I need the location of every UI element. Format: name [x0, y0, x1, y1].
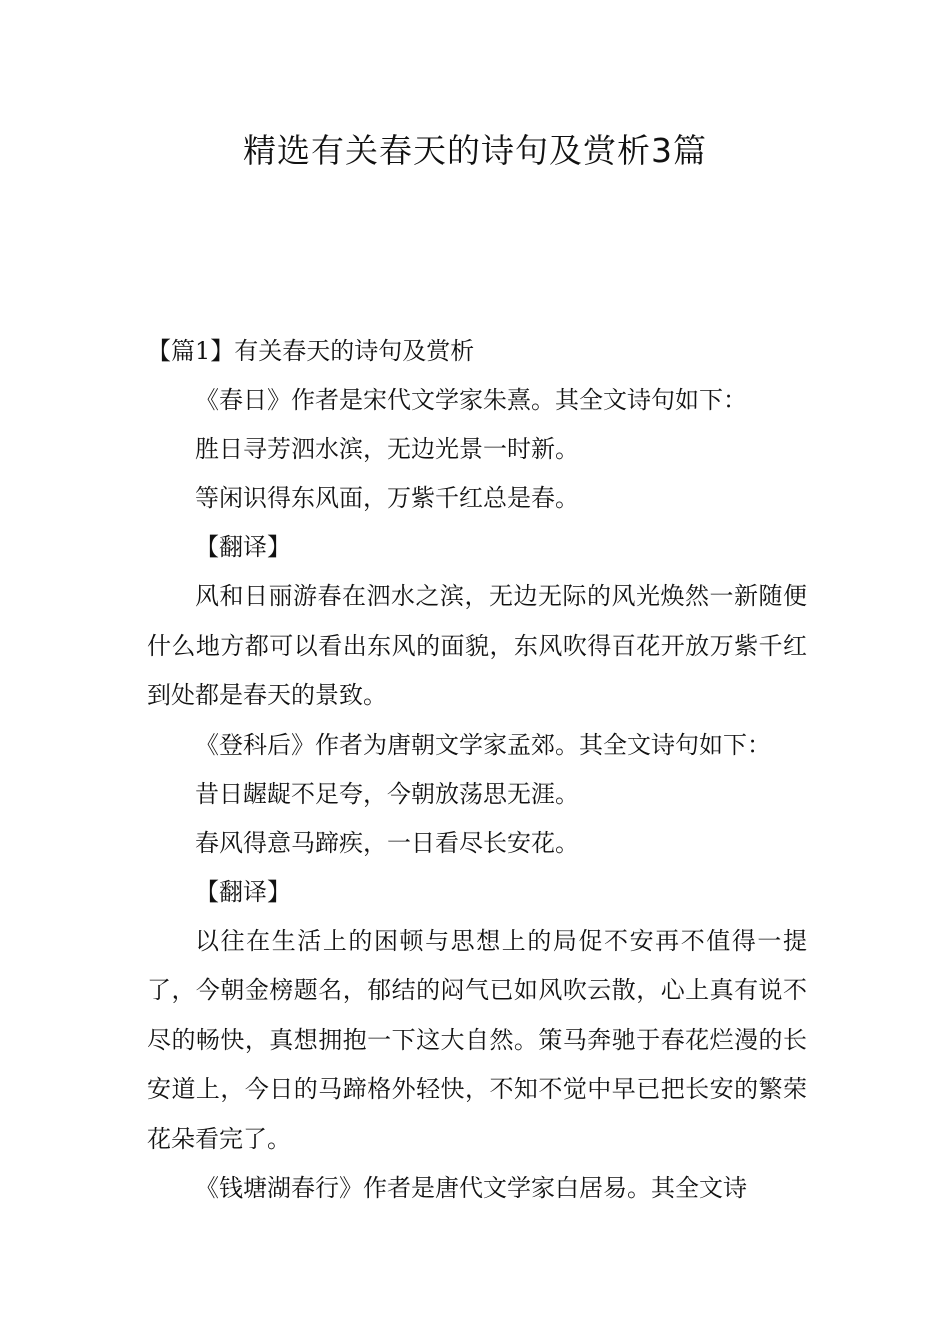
- poem-line: 等闲识得东风面，万紫千红总是春。: [195, 484, 579, 512]
- poem-intro: 《登科后》作者为唐朝文学家孟郊。其全文诗句如下：: [195, 730, 771, 759]
- translation-label: 【翻译】: [195, 533, 291, 561]
- translation-paragraph: 以往在生活上的困顿与思想上的局促不安再不值得一提了，今朝金榜题名，郁结的闷气已如风吹云散，心上真有说不尽的畅快，真想拥抱一下这大自然。策马奔驰于春花烂漫的长安道上，今日的马蹄格外轻快，不知不觉中早已把长安的繁荣花朵看完了。: [147, 926, 807, 1153]
- section-heading: 【篇1】有关春天的诗句及赏析: [147, 337, 475, 365]
- poem-line: 春风得意马蹄疾，一日看尽长安花。: [195, 828, 579, 857]
- translation-paragraph: 风和日丽游春在泗水之滨，无边无际的风光焕然一新随便什么地方都可以看出东风的面貌，东风吹得百花开放万紫千红到处都是春天的景致。: [147, 582, 807, 709]
- poem-line: 昔日龌龊不足夸，今朝放荡思无涯。: [195, 779, 579, 808]
- poem-intro: 《钱塘湖春行》作者是唐代文学家白居易。其全文诗: [195, 1174, 747, 1202]
- document-body: [147, 327, 807, 1213]
- poem-line: 胜日寻芳泗水滨，无边光景一时新。: [195, 435, 579, 463]
- poem-intro: 《春日》作者是宋代文学家朱熹。其全文诗句如下：: [195, 386, 747, 414]
- document-title: 精选有关春天的诗句及赏析3篇: [243, 131, 707, 170]
- translation-label: 【翻译】: [195, 877, 291, 906]
